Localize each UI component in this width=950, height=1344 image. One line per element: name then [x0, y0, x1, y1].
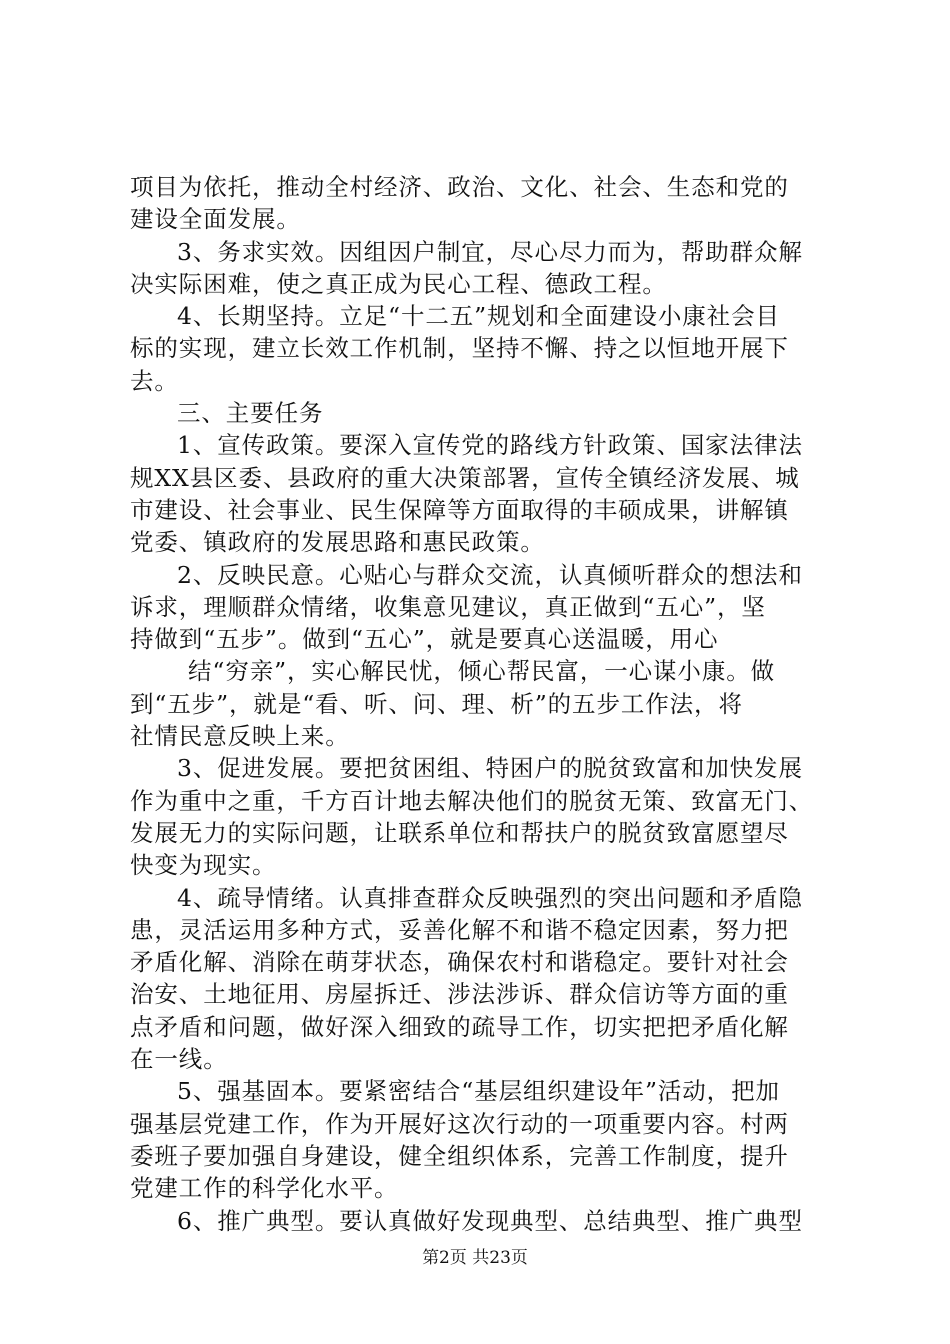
text-line: 5、强基固本。要紧密结合“基层组织建设年”活动，把加: [177, 1077, 780, 1106]
text-line: 点矛盾和问题，做好深入细致的疏导工作，切实把把矛盾化解: [130, 1012, 789, 1041]
text-line: 标的实现，建立长效工作机制，坚持不懈、持之以恒地开展下: [130, 334, 789, 363]
text-line: 强基层党建工作，作为开展好这次行动的一项重要内容。村两: [130, 1109, 789, 1138]
text-line: 4、疏导情绪。认真排查群众反映强烈的突出问题和矛盾隐: [177, 883, 803, 912]
text-line: 矛盾化解、消除在萌芽状态，确保农村和谐稳定。要针对社会: [130, 948, 789, 977]
text-line: 规XX县区委、县政府的重大决策部署，宣传全镇经济发展、城: [130, 463, 800, 492]
text-line: 患，灵活运用多种方式，妥善化解不和谐不稳定因素，努力把: [130, 915, 789, 944]
text-line: 建设全面发展。: [130, 205, 301, 234]
text-line: 党建工作的科学化水平。: [130, 1174, 399, 1203]
text-line: 结“穷亲”，实心解民忧，倾心帮民富，一心谋小康。做: [188, 657, 776, 686]
text-line: 持做到“五步”。做到“五心”，就是要真心送温暖，用心: [130, 625, 719, 654]
text-line: 治安、土地征用、房屋拆迁、涉法涉诉、群众信访等方面的重: [130, 980, 789, 1009]
text-line: 委班子要加强自身建设，健全组织体系，完善工作制度，提升: [130, 1141, 789, 1170]
text-line: 市建设、社会事业、民生保障等方面取得的丰硕成果，讲解镇: [130, 495, 789, 524]
text-line: 3、促进发展。要把贫困组、特困户的脱贫致富和加快发展: [177, 754, 803, 783]
text-line: 去。: [130, 366, 179, 395]
text-line: 在一线。: [130, 1045, 228, 1074]
text-line: 党委、镇政府的发展思路和惠民政策。: [130, 528, 545, 557]
body-text: [130, 171, 836, 1237]
page-footer: [0, 1246, 950, 1270]
text-line: 到“五步”，就是“看、听、问、理、析”的五步工作法，将: [130, 689, 743, 718]
text-line: 项目为依托，推动全村经济、政治、文化、社会、生态和党的: [130, 173, 789, 201]
text-line: 6、推广典型。要认真做好发现典型、总结典型、推广典型: [177, 1206, 803, 1235]
text-line: 发展无力的实际问题，让联系单位和帮扶户的脱贫致富愿望尽: [130, 818, 789, 847]
text-line: 4、长期坚持。立足“十二五”规划和全面建设小康社会目: [177, 302, 780, 331]
section-heading: 三、主要任务: [177, 399, 324, 428]
text-line: 3、务求实效。因组因户制宜，尽心尽力而为，帮助群众解: [177, 237, 803, 266]
text-line: 决实际困难，使之真正成为民心工程、德政工程。: [130, 269, 667, 298]
text-line: 诉求，理顺群众情绪，收集意见建议，真正做到“五心”，坚: [130, 592, 766, 621]
text-line: 社情民意反映上来。: [130, 722, 350, 751]
text-line: 1、宣传政策。要深入宣传党的路线方针政策、国家法律法: [177, 431, 803, 460]
page-number-label: 第2页 共23页: [422, 1248, 528, 1268]
text-line: 快变为现实。: [130, 851, 277, 880]
text-line: 2、反映民意。心贴心与群众交流，认真倾听群众的想法和: [177, 560, 803, 589]
text-line: 作为重中之重，千方百计地去解决他们的脱贫无策、致富无门、: [130, 786, 814, 815]
